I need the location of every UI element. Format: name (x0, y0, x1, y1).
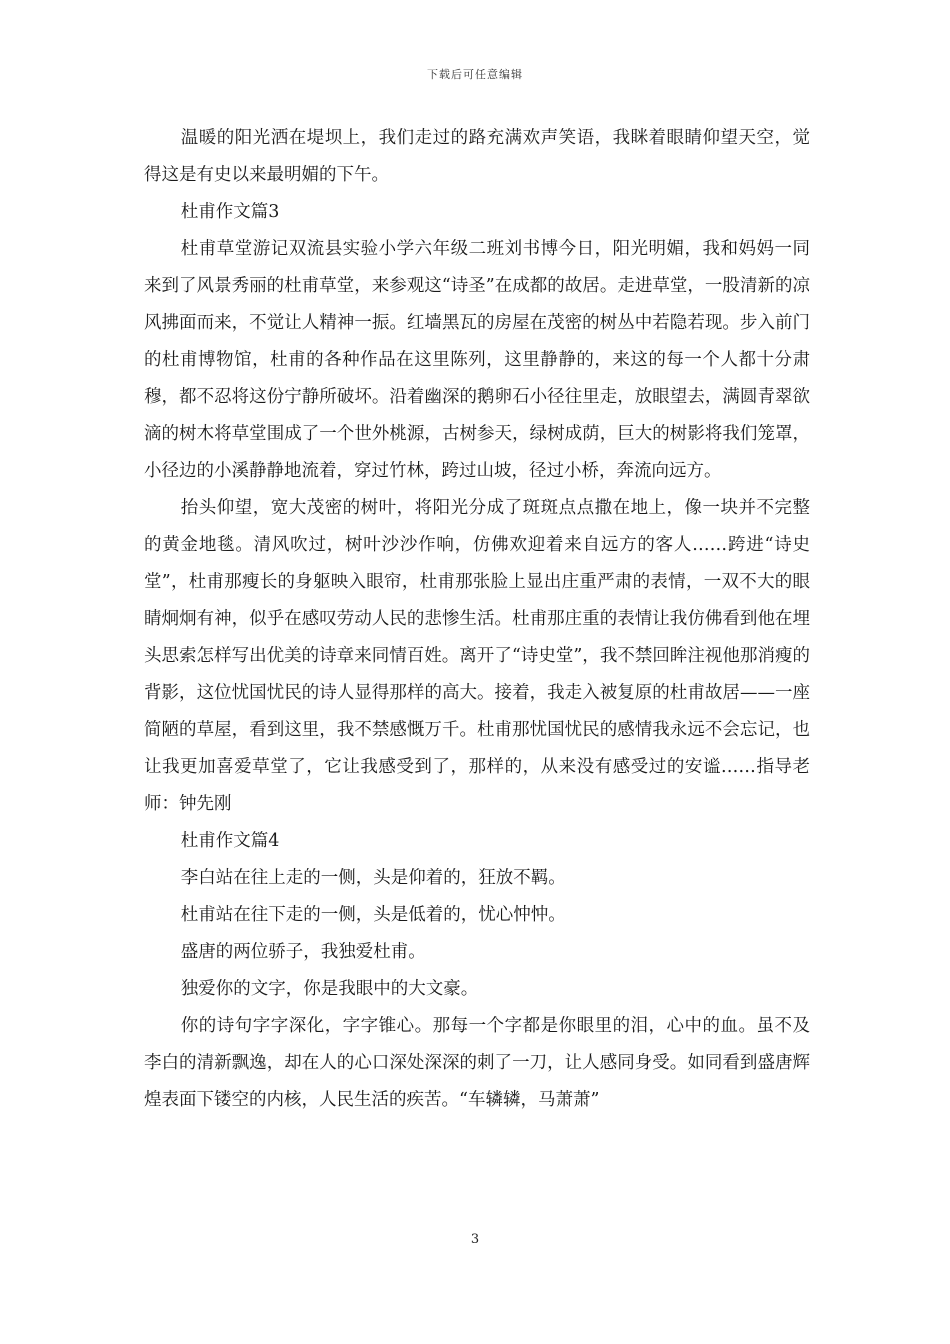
paragraph-shishitang: 抬头仰望，宽大茂密的树叶，将阳光分成了斑斑点点撒在地上，像一块并不完整的黄金地毯。清风吹过，树叶沙沙作响，仿佛欢迎着来自远方的客人……跨进“诗史堂”，杜甫那瘦长的身躯映入眼帘，杜甫那张脸上显出庄重严肃的表情，一双不大的眼睛炯炯有神，似乎在感叹劳动人民的悲惨生活。杜甫那庄重的表情让我仿佛看到他在埋头思索怎样写出优美的诗章来同情百姓。离开了“诗史堂”，我不禁回眸注视他那消瘦的背影，这位忧国忧民的诗人显得那样的高大。接着，我走入被复原的杜甫故居——一座简陋的草屋，看到这里，我不禁感慨万千。杜甫那忧国忧民的感情我永远不会忘记，也让我更加喜爱草堂了，它让我感受到了，那样的，从来没有感受过的安谧……指导老师：钟先刚 (144, 498, 810, 814)
document-body (144, 120, 810, 1119)
section-heading-4: 杜甫作文篇4 (180, 831, 280, 851)
paragraph-two-poets: 盛唐的两位骄子，我独爱杜甫。 (180, 942, 426, 962)
paragraph-sunny-afternoon: 温暖的阳光洒在堤坝上，我们走过的路充满欢声笑语，我眯着眼睛仰望天空，觉得这是有史以来最明媚的下午。 (144, 128, 810, 185)
paragraph-li-bai: 李白站在往上走的一侧，头是仰着的，狂放不羁。 (180, 868, 566, 888)
page-header: 下载后可任意编辑 (427, 68, 523, 81)
paragraph-du-fu: 杜甫站在往下走的一侧，头是低着的，忧心忡忡。 (180, 905, 566, 925)
paragraph-caotang-visit: 杜甫草堂游记双流县实验小学六年级二班刘书博今日，阳光明媚，我和妈妈一同来到了风景秀丽的杜甫草堂，来参观这“诗圣”在成都的故居。走进草堂，一股清新的凉风拂面而来，不觉让人精神一振。红墙黑瓦的房屋在茂密的树丛中若隐若现。步入前门的杜甫博物馆，杜甫的各种作品在这里陈列，这里静静的，来这的每一个人都十分肃穆，都不忍将这份宁静所破坏。沿着幽深的鹅卵石小径往里走，放眼望去，满圆青翠欲滴的树木将草堂围成了一个世外桃源，古树参天，绿树成荫，巨大的树影将我们笼罩，小径边的小溪静静地流着，穿过竹林，跨过山坡，径过小桥，奔流向远方。 (144, 239, 810, 481)
paragraph-poems: 你的诗句字字深化，字字锥心。那每一个字都是你眼里的泪，心中的血。虽不及李白的清新飘逸，却在人的心口深处深深的刺了一刀，让人感同身受。如同看到盛唐辉煌表面下镂空的内核，人民生活的疾苦。“车辚辚，马萧萧” (144, 1016, 810, 1110)
page-number: 3 (470, 1232, 480, 1247)
section-heading-3: 杜甫作文篇3 (180, 202, 280, 222)
paragraph-love-words: 独爱你的文字，你是我眼中的大文豪。 (180, 979, 479, 999)
